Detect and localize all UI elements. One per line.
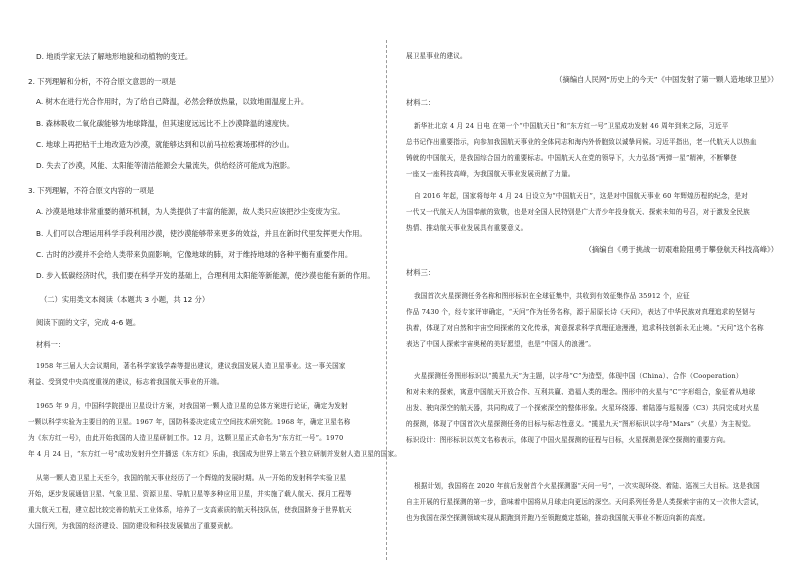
text-line: 为《东方红一号》，由此开始我国的人造卫星研制工作。12 月，这颗卫星正式命名为“东方红一号”。1970 [28, 434, 344, 442]
text-line: 根据计划，我国将在 2020 年前后发射首个火星探测器“天问一号”，一次实现环绕、着陆、巡视三大目标。这是我国 [414, 482, 760, 490]
text-line: 一座又一座科技高峰，为我国航天事业发展贡献了力量。 [406, 170, 575, 178]
text-line: 材料三： [406, 268, 436, 277]
text-line: 阅读下面的文字，完成 4-6 题。 [36, 318, 141, 327]
text-line: D. 步入低碳经济时代，我们要在科学开发的基础上，合理利用太阳能等新能源，使沙漠也能有新的作用。 [36, 271, 375, 280]
text-line: 我国首次火星探测任务名称和图形标识在全球征集中，共收到有效征集作品 35912 个，应征 [414, 292, 690, 300]
text-line: 也为我国在深空探测领域实现从跟跑到并跑乃至领跑奠定基础，推动我国航天事业不断迈向新的高度。 [406, 514, 710, 522]
text-line: 总书记作出重要指示，向参加我国航天事业的全体同志和海内外侨胞致以诚挚问候。习近平指出，老一代航天人以热血 [406, 138, 757, 146]
text-line: 自主开展的行星探测的第一步，意味着中国将从月球走向更远的深空。天问系列任务是人类探索宇宙的又一次伟大尝试， [406, 498, 764, 506]
text-line: 热情、推动航天事业发展具有重要意义。 [406, 224, 528, 232]
text-line: 出发、驶向深空的航天器，共同构成了一个探索深空的整体形象。火星环绕器、着陆器与巡视器（C3）共同完成对火星 [406, 404, 760, 412]
text-line: 材料一： [36, 340, 66, 349]
text-line: 开始，逐步发展通信卫星、气象卫星、资源卫星、导航卫星等多种应用卫星，并实施了载人航天、探月工程等 [28, 490, 352, 498]
text-line: 重大航天工程，建立起比较完善的航天工业体系，培养了一支高素质的航天科技队伍，使我国跻身于世界航天 [28, 506, 352, 514]
source-citation: （摘编自人民网“历史上的今天”《中国发射了第一颗人造地球卫星》） [555, 75, 778, 84]
text-line: 利益、受到党中央高度重视的建议，标志着我国航天事业的开端。 [28, 378, 224, 386]
text-line: C. 地球上再把枯干土地改造为沙漠，就能够达到和以前马拉松赛场那样的沙山。 [36, 140, 294, 149]
text-line: 1965 年 9 月，中国科学院提出卫星设计方案，对我国第一颗人造卫星的总体方案进行论证，确定为发射 [36, 402, 348, 410]
text-line: 执着，体现了对自然和宇宙空间探索的文化传承，寓意探求科学真理征途漫漫，追求科技创新永无止境。“天问”这个名称 [406, 324, 764, 332]
text-line: 作品 7430 个，经专家评审确定，“天问”作为任务名称，源于屈原长诗《天问》，表达了中华民族对真理追求的坚韧与 [406, 308, 756, 316]
text-line: 3. 下列理解，不符合原文内容的一项是 [28, 186, 155, 195]
text-line: 一代又一代航天人为国奉献的致敬，也是对全国人民特别是广大青少年投身航天、探索未知的号召，对于激发全民族 [406, 208, 750, 216]
text-line: A. 沙漠是地球非常重要的循环机制，为人类提供了丰富的能源，故人类只应该把沙尘变废为宝。 [36, 207, 345, 216]
text-line: 铸就的中国航天，是我国综合国力的重要标志。中国航天人在党的领导下，大力弘扬“两弹一星”精神，不断攀登 [406, 154, 737, 162]
text-line: 2. 下列理解和分析，不符合原文意思的一项是 [28, 77, 176, 86]
text-line: 展卫星事业的建议。 [406, 52, 467, 60]
text-line: 大国行列，为我国的经济建设、国防建设和科技发展做出了重要贡献。 [28, 522, 238, 530]
text-line: B. 人们可以合理运用科学手段利用沙漠，使沙漠能够带来更多的效益，并且在新时代里发挥更大作用。 [36, 229, 367, 238]
text-line: B. 森林吸收二氧化碳能够为地球降温，但其速度远远比不上沙漠降温的速度快。 [36, 119, 294, 128]
text-line: 的探测，体现了中国首次火星探测任务的目标与标志性意义。“揽星九天”图形标识以字母“Mars”（火星）为主视觉。 [406, 420, 755, 428]
text-line: 标识设计：图形标识以英文名称表示，体现了中国火星探测的征程与目标，火星探测是深空探测的重要方向。 [406, 436, 730, 444]
text-line: 材料二： [406, 98, 436, 107]
text-line: C. 古时的沙漠并不会给人类带来负面影响，它像地球的肺，对于维持地球的各种平衡有重要作用。 [36, 250, 353, 259]
text-line: 年 4 月 24 日，“东方红一号”成功发射升空并播送《东方红》乐曲，我国成为世界上第五个独立研制并发射人造卫星的国家。 [28, 450, 401, 458]
text-line: D. 失去了沙漠，风能、太阳能等清洁能源会大量流失，供给经济可能成为泡影。 [36, 161, 295, 170]
text-line: 新华社北京 4 月 24 日电 在第一个“中国航天日”和“东方红一号”卫星成功发射 46 周年到来之际，习近平 [414, 122, 729, 130]
text-line: 一颗以科学实验为主要目的的卫星。1967 年，国防科委决定成立空间技术研究院。1968 年，确定卫星名称 [28, 418, 351, 426]
text-line: 从第一颗人造卫星上天至今，我国的航天事业经历了一个辉煌的发展时期。从一开始的发射科学实验卫星 [36, 474, 347, 482]
text-line: 火星探测任务图形标识以“揽星九天”为主题，以字母“C”为造型，体现中国（China）、合作（Cooperation） [414, 372, 743, 380]
text-line: （二）实用类文本阅读（本题共 3 小题，共 12 分） [40, 295, 210, 304]
text-line: 和对未来的探索，寓意中国航天开放合作、互利共赢、造福人类的理念。图形中的火星与“C”字形组合，象征着从地球 [406, 388, 756, 396]
text-line: 1958 年三届人大会议期间，著名科学家钱学森等提出建议，建议我国发展人造卫星事业。这一事关国家 [36, 362, 346, 370]
text-line: A. 树木在进行光合作用时，为了给自己降温，必然会释放热量，以致地面温度上升。 [36, 97, 309, 106]
text-line: 自 2016 年起，国家将每年 4 月 24 日设立为“中国航天日”，这是对中国航天事业 60 年辉煌历程的纪念，是对 [414, 192, 748, 200]
column-divider [386, 40, 387, 560]
text-line: D. 地质学家无法了解地形地貌和动植物的变迁。 [36, 52, 193, 61]
source-citation: （摘编自《勇于挑战一切艰难险阻勇于攀登航天科技高峰》） [584, 245, 778, 254]
text-line: 表达了中国人探索宇宙奥秘的美好愿望，也是“中国人的浪漫”。 [406, 340, 596, 348]
